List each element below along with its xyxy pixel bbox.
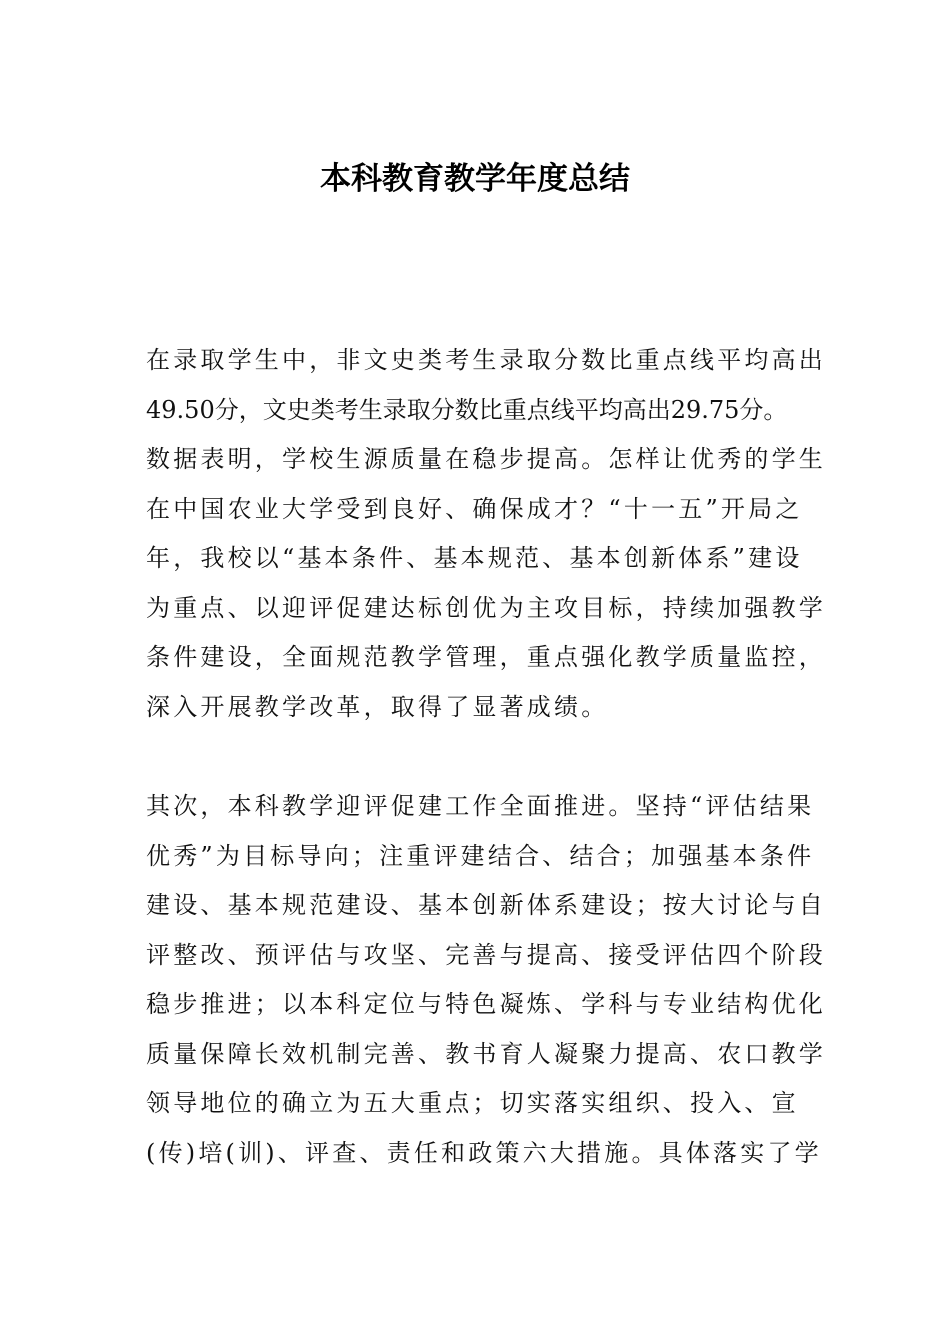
paragraph-line: 领导地位的确立为五大重点；切实落实组织、投入、宣 — [146, 1089, 799, 1117]
paragraph-2 — [146, 782, 826, 1178]
document-title: 本科教育教学年度总结 — [320, 161, 630, 197]
paragraph-line: 在中国农业大学受到良好、确保成才？“十一五”开局之 — [146, 494, 803, 523]
paragraph-line: 数据表明，学校生源质量在稳步提高。怎样让优秀的学生 — [146, 445, 826, 473]
paragraph-line: 评整改、预评估与攻坚、完善与提高、接受评估四个阶段 — [146, 940, 826, 969]
paragraph-line: 质量保障长效机制完善、教书育人凝聚力提高、农口教学 — [146, 1039, 826, 1068]
paragraph-line: 条件建设，全面规范教学管理，重点强化教学质量监控， — [146, 643, 826, 671]
paragraph-line: 优秀”为目标导向；注重评建结合、结合；加强基本条件 — [146, 841, 815, 870]
paragraph-line: 其次，本科教学迎评促建工作全面推进。坚持“评估结果 — [146, 792, 815, 820]
paragraph-line: 深入开展教学改革，取得了显著成绩。 — [146, 692, 609, 721]
paragraph-line: 在录取学生中，非文史类考生录取分数比重点线平均高出 — [146, 346, 826, 374]
paragraph-line: 为重点、以迎评促建达标创优为主攻目标，持续加强教学 — [146, 593, 826, 622]
paragraph-line: 49.50分，文史类考生录取分数比重点线平均高出29.75分。 — [146, 395, 788, 424]
paragraph-line: 年，我校以“基本条件、基本规范、基本创新体系”建设 — [146, 544, 803, 572]
paragraph-line: (传)培(训)、评查、责任和政策六大措施。具体落实了学 — [146, 1138, 822, 1167]
paragraph-1 — [146, 336, 826, 732]
paragraph-line: 建设、基本规范建设、基本创新体系建设；按大讨论与自 — [146, 891, 826, 919]
paragraph-line: 稳步推进；以本科定位与特色凝炼、学科与专业结构优化 — [146, 990, 826, 1018]
